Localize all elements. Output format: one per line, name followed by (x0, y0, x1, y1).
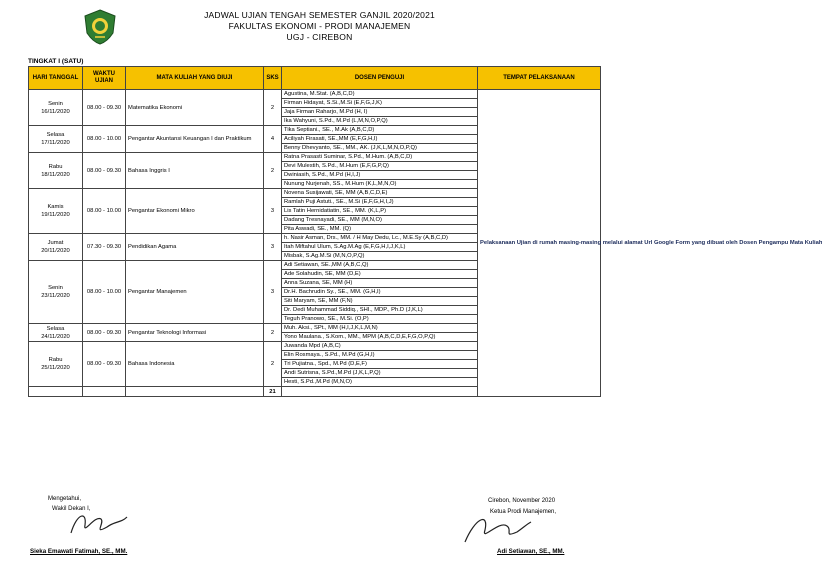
cell-dosen: Itah Miftahul Ulum, S.Ag.M.Ag (E,F,G,H,I,J,K,L) (282, 243, 478, 252)
hari-label: Kamis (47, 204, 64, 210)
sign-left-line2: Wakil Dekan I, (52, 506, 91, 512)
cell-sks: 2 (264, 153, 282, 189)
cell-dosen: h. Nasir Asman, Drs., MM. / H May Dedu, Lc., M.E.Sy (A,B,C,D) (282, 234, 478, 243)
cell-sks: 3 (264, 261, 282, 324)
cell-dosen: Agustina, M.Stat. (A,B,C,D) (282, 90, 478, 99)
cell-mata-kuliah: Matematika Ekonomi (126, 90, 264, 126)
cell-dosen: Siti Maryam, SE, MM (F,N) (282, 297, 478, 306)
cell-dosen: Aciliyah Firasati, SE.,MM (E,F,G,H,I) (282, 135, 478, 144)
cell-hari (29, 342, 83, 387)
table-header-row (29, 67, 601, 90)
cell-waktu: 08.00 - 10.00 (83, 261, 126, 324)
cell-dosen: Tri Pujiatna., Spd., M.Pd (D,E,F) (282, 360, 478, 369)
title-line-3: UGJ - CIREBON (286, 32, 353, 42)
total-empty-cell (29, 387, 83, 397)
cell-dosen: Tika Septiani., SE., M.Ak (A,B,C,D) (282, 126, 478, 135)
cell-dosen: Andi Sutrisna, S.Pd.,M.Pd (J,K,L,P,Q) (282, 369, 478, 378)
col-dosen: DOSEN PENGUJI (282, 67, 478, 90)
cell-sks: 2 (264, 324, 282, 342)
cell-dosen: Anna Suzana, SE, MM (H) (282, 279, 478, 288)
tanggal-label: 16/11/2020 (41, 108, 70, 115)
cell-hari (29, 90, 83, 126)
cell-waktu: 08.00 - 09.30 (83, 90, 126, 126)
table-row (29, 90, 601, 99)
cell-dosen: Ramlah Puji Astuti., SE., M.Si (E,F,G,H,I,J) (282, 198, 478, 207)
cell-dosen: Dr.H. Bachrudin Sy., SE., MM. (G,H,I) (282, 288, 478, 297)
cell-dosen: Ika Wahyuni, S.Pd., M.Pd (L,M,N,O,P,Q) (282, 117, 478, 126)
cell-sks: 2 (264, 90, 282, 126)
cell-hari (29, 126, 83, 153)
cell-dosen: Ade Solahudin, SE, MM (D,E) (282, 270, 478, 279)
cell-dosen: Jaja Firman Raharjo, M.Pd (H, I) (282, 108, 478, 117)
col-mata-kuliah: MATA KULIAH YANG DIUJI (126, 67, 264, 90)
cell-mata-kuliah: Pengantar Akuntansi Keuangan I dan Praktikum (126, 126, 264, 153)
cell-waktu: 08.00 - 09.30 (83, 324, 126, 342)
cell-dosen: Lis Tatin Hernidatiatin, SE., MM. (K,L,P) (282, 207, 478, 216)
tanggal-label: 20/11/2020 (41, 248, 70, 254)
tingkat-label: TINGKAT I (SATU) (28, 58, 84, 65)
cell-mata-kuliah: Bahasa Indonesia (126, 342, 264, 387)
cell-dosen: Elin Rosmaya., S.Pd., M.Pd (G,H,I) (282, 351, 478, 360)
cell-hari (29, 324, 83, 342)
col-tempat: TEMPAT PELAKSANAAN (478, 67, 601, 90)
cell-sks: 4 (264, 126, 282, 153)
cell-waktu: 07.30 - 09.30 (83, 234, 126, 261)
cell-dosen: Dwiniasih, S.Pd., M.Pd (H,I,J) (282, 171, 478, 180)
cell-sks: 2 (264, 342, 282, 387)
col-hari: HARI TANGGAL (29, 67, 83, 90)
hari-label: Jumat (47, 240, 64, 246)
cell-dosen: Juwanda Mpd (A,B,C) (282, 342, 478, 351)
cell-dosen: Novena Susijawati, SE, MM (A,B,C,D,E) (282, 189, 478, 198)
cell-hari (29, 153, 83, 189)
title-line-1: JADWAL UJIAN TENGAH SEMESTER GANJIL 2020/2021 (204, 10, 435, 20)
total-empty-cell (83, 387, 126, 397)
cell-dosen: Muh. Aksi., SPt., MM (H,I,J,K,L,M,N) (282, 324, 478, 333)
cell-mata-kuliah: Bahasa Inggris I (126, 153, 264, 189)
signature-right (455, 508, 535, 546)
cell-mata-kuliah: Pengantar Manajemen (126, 261, 264, 324)
cell-sks: 3 (264, 189, 282, 234)
cell-waktu: 08.00 - 10.00 (83, 126, 126, 153)
title-line-2: FAKULTAS EKONOMI - PRODI MANAJEMEN (228, 21, 411, 31)
sign-right-name: Adi Setiawan, SE., MM. (497, 548, 565, 555)
cell-dosen: Yono Maulana., S.Kom., MM., MPM (A,B,C,D,E,F,G,O,P,Q) (282, 333, 478, 342)
cell-dosen: Ratna Prasasti Suminar, S.Pd., M.Hum. (A,B,C,D) (282, 153, 478, 162)
hari-label: Selasa (46, 132, 65, 138)
cell-dosen: Pita Aswadi, SE., MM. (Q) (282, 225, 478, 234)
total-sks: 21 (264, 387, 282, 397)
cell-dosen: Adi Setiawan, SE.,MM (A,B,C,Q) (282, 261, 478, 270)
cell-sks: 3 (264, 234, 282, 261)
cell-waktu: 08.00 - 09.30 (83, 342, 126, 387)
cell-dosen: Devi Mulestih, S.Pd., M.Hum (E,F,G,P,Q) (282, 162, 478, 171)
cell-mata-kuliah: Pendidikan Agama (126, 234, 264, 261)
tanggal-label: 19/11/2020 (41, 212, 70, 218)
tanggal-label: 17/11/2020 (41, 140, 70, 146)
cell-waktu: 08.00 - 09.30 (83, 153, 126, 189)
sign-right-line2: Ketua Prodi Manajemen, (490, 509, 557, 515)
hari-label: Senin (48, 285, 63, 291)
cell-hari (29, 234, 83, 261)
tanggal-label: 25/11/2020 (41, 365, 70, 371)
total-empty-cell (126, 387, 264, 397)
col-sks: SKS (264, 67, 282, 90)
col-waktu: WAKTU UJIAN (83, 67, 126, 90)
cell-waktu: 08.00 - 10.00 (83, 189, 126, 234)
sign-left-name: Sieka Emawati Fatimah, SE., MM. (30, 548, 128, 555)
cell-dosen: Dr. Dedi Muhammad Siddiq., SHI., MDP., Ph.D (J,K,L) (282, 306, 478, 315)
sign-left-line1: Mengetahui, (48, 496, 82, 502)
tanggal-label: 18/11/2020 (41, 171, 70, 178)
hari-label: Senin (48, 100, 63, 107)
cell-dosen: Benny Dhevyanto, SE., MM., AK. (J,K,L,M,N,O,P,Q) (282, 144, 478, 153)
tanggal-label: 24/11/2020 (41, 333, 70, 340)
total-empty-cell (282, 387, 478, 397)
sign-right-line1: Cirebon, November 2020 (488, 498, 556, 504)
cell-hari (29, 261, 83, 324)
cell-dosen: Firman Hidayat, S.Si.,M.Si (E,F,G,J,K) (282, 99, 478, 108)
cell-dosen: Nunung Nurjenah, SS., M.Hum (K,L,M,N,O) (282, 180, 478, 189)
cell-hari (29, 189, 83, 234)
cell-dosen: Teguh Pranowo, SE., M.Si. (O,P) (282, 315, 478, 324)
cell-dosen: Dadang Tresnayadi, SE., MM (M,N,O) (282, 216, 478, 225)
cell-mata-kuliah: Pengantar Teknologi Informasi (126, 324, 264, 342)
hari-label: Rabu (48, 163, 63, 170)
tanggal-label: 23/11/2020 (41, 293, 70, 299)
cell-tempat: Pelaksanaan Ujian di rumah masing-masing melalui alamat Url Google Form yang dibuat oleh Dosen Pengampu Mata Kuliah (478, 90, 601, 397)
hari-label: Rabu (48, 357, 63, 363)
cell-dosen: Hesti, S.Pd.,M.Pd (M,N,O) (282, 378, 478, 387)
hari-label: Selasa (46, 325, 65, 332)
cell-mata-kuliah: Pengantar Ekonomi Mikro (126, 189, 264, 234)
schedule-table (28, 66, 822, 397)
signature-left (65, 505, 135, 541)
cell-dosen: Misbak, S.Ag.M.Si (M,N,O,P,Q) (282, 252, 478, 261)
